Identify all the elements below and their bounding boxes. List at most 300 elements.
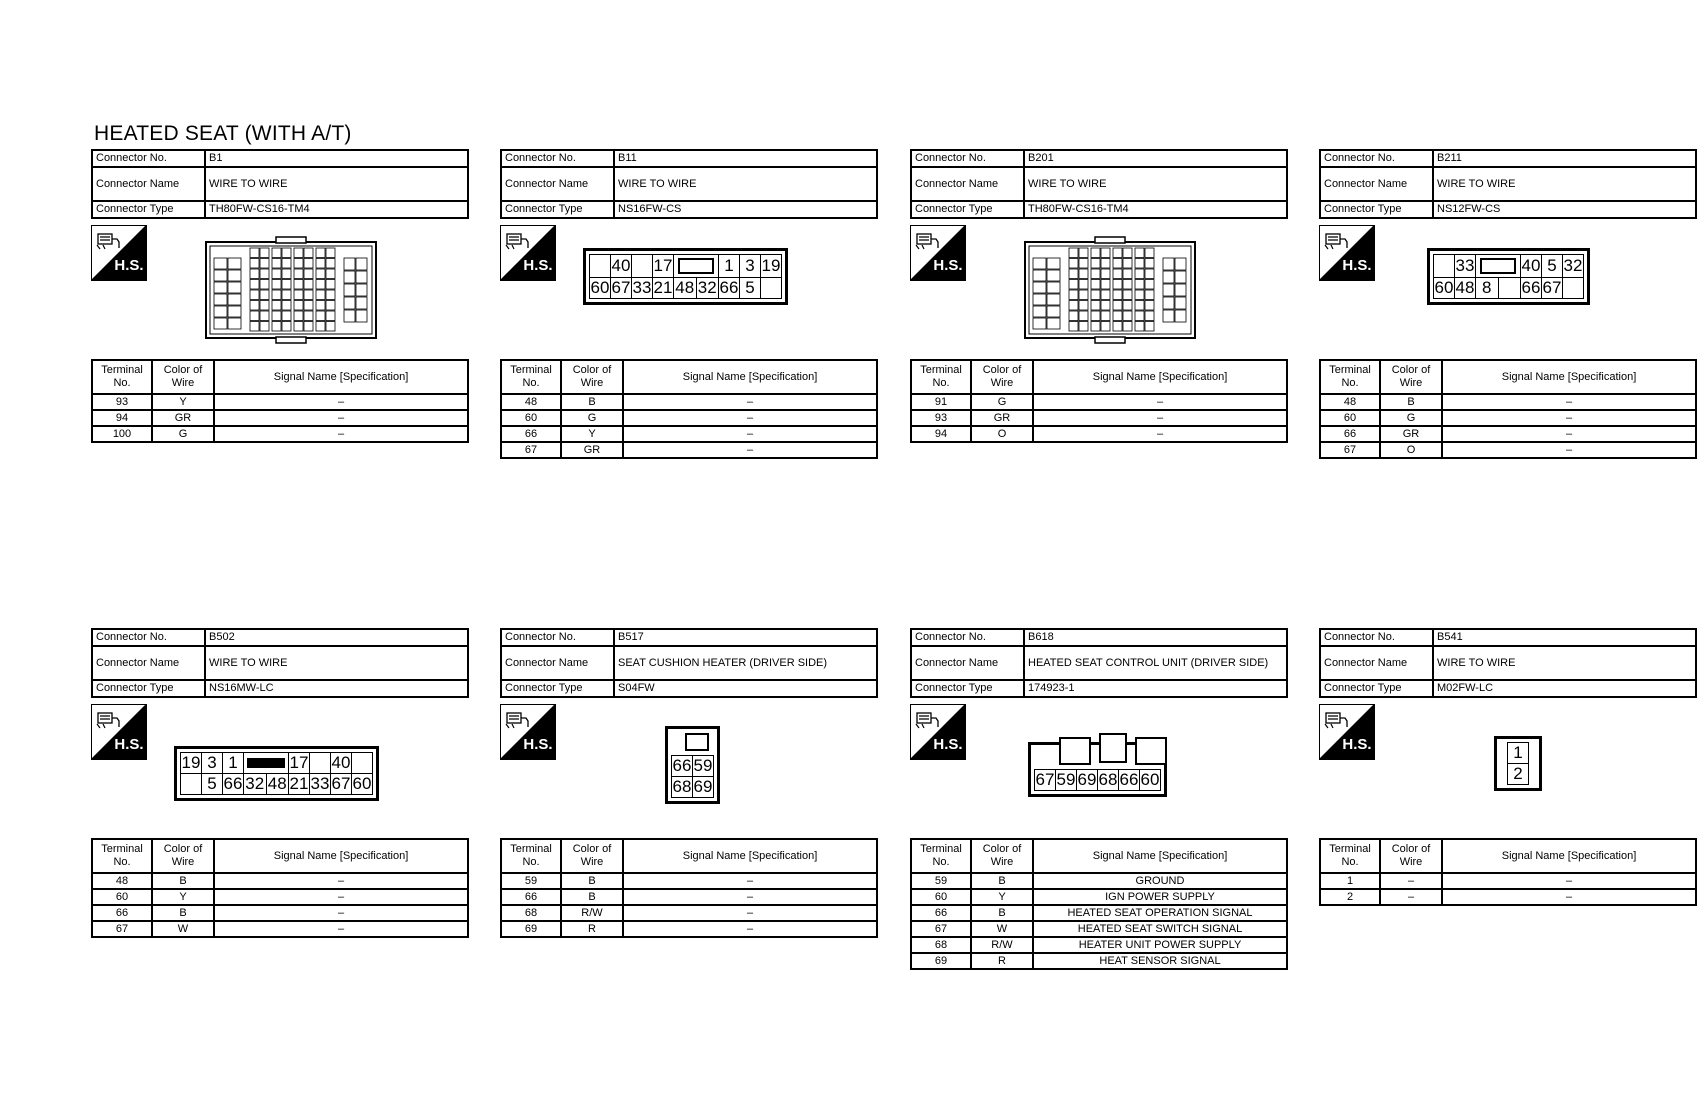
terminal-no-cell: 48 — [1320, 394, 1380, 410]
connector-diagram — [1023, 236, 1197, 349]
connector-type-value: M02FW-LC — [1433, 680, 1696, 697]
connector-picture — [1319, 698, 1697, 838]
svg-text:H.S.: H.S. — [933, 736, 963, 753]
connector-no-value: B502 — [205, 629, 468, 646]
connector-key-block — [244, 753, 289, 774]
signal-name-cell: – — [1033, 410, 1287, 426]
connector-diagram — [204, 236, 378, 349]
pin-cell: 48 — [1455, 278, 1475, 297]
page-title: HEATED SEAT (WITH A/T) — [94, 122, 352, 145]
table-row — [911, 905, 1287, 921]
pin-cell: 66 — [223, 774, 243, 793]
connector-block-b541 — [1319, 628, 1697, 906]
connector-name-label: Connector Name — [92, 167, 205, 201]
table-row — [911, 953, 1287, 969]
pin-cell: 68 — [672, 777, 692, 796]
table-row — [92, 394, 468, 410]
terminal-no-cell: 60 — [1320, 410, 1380, 426]
signal-name-cell: – — [623, 426, 877, 442]
pin-cell: 5 — [1542, 255, 1563, 278]
wire-color-cell: G — [561, 410, 623, 426]
table-row — [92, 873, 468, 889]
pin-cell: 5 — [740, 278, 761, 299]
connector-no-label: Connector No. — [92, 629, 205, 646]
svg-text:H.S.: H.S. — [1342, 736, 1372, 753]
connector-name-value: WIRE TO WIRE — [205, 167, 468, 201]
wire-color-cell: Y — [152, 394, 214, 410]
terminal-no-cell: 67 — [92, 921, 152, 937]
wire-color-cell: GR — [1380, 426, 1442, 442]
connector-name-label: Connector Name — [911, 646, 1024, 680]
signal-name-cell: – — [214, 873, 468, 889]
terminal-no-header: Terminal No. — [911, 360, 971, 394]
connector-type-label: Connector Type — [1320, 201, 1433, 218]
connector-no-value: B211 — [1433, 150, 1696, 167]
connector-diagram — [1028, 742, 1167, 797]
wire-color-cell: – — [1380, 873, 1442, 889]
terminal-no-cell: 60 — [92, 889, 152, 905]
pin-cell — [181, 774, 202, 795]
connector-face-large — [1023, 236, 1197, 344]
terminal-no-cell: 1 — [1320, 873, 1380, 889]
table-row — [1320, 889, 1696, 905]
table-row — [911, 921, 1287, 937]
connector-name-label: Connector Name — [911, 167, 1024, 201]
connector-diagram — [1427, 248, 1590, 305]
signal-name-cell: – — [1442, 426, 1696, 442]
signal-name-cell: – — [214, 426, 468, 442]
terminal-table — [500, 838, 878, 938]
connector-name-value: WIRE TO WIRE — [1433, 167, 1696, 201]
terminal-no-header: Terminal No. — [92, 839, 152, 873]
terminal-no-cell: 91 — [911, 394, 971, 410]
wire-color-cell: R — [971, 953, 1033, 969]
signal-name-cell: – — [623, 905, 877, 921]
terminal-table — [1319, 838, 1697, 906]
pin-cell: 2 — [1508, 764, 1529, 785]
pin-cell: 69 — [1077, 770, 1097, 789]
signal-name-header: Signal Name [Specification] — [1033, 839, 1287, 873]
connector-name-value: HEATED SEAT CONTROL UNIT (DRIVER SIDE) — [1024, 646, 1287, 680]
terminal-table — [910, 359, 1288, 443]
connector-no-label: Connector No. — [911, 629, 1024, 646]
pin-table — [1507, 742, 1529, 785]
connector-type-label: Connector Type — [911, 201, 1024, 218]
terminal-no-cell: 60 — [911, 889, 971, 905]
harness-side-icon — [910, 225, 966, 281]
connector-no-label: Connector No. — [501, 150, 614, 167]
pin-cell: 1 — [719, 255, 740, 278]
connector-picture — [91, 219, 469, 359]
connector-diagram — [1494, 736, 1542, 791]
terminal-no-cell: 93 — [911, 410, 971, 426]
terminal-table — [91, 359, 469, 443]
connector-no-value: B11 — [614, 150, 877, 167]
connector-face-large — [204, 236, 378, 344]
connector-name-value: WIRE TO WIRE — [1433, 646, 1696, 680]
connector-type-value: NS16MW-LC — [205, 680, 468, 697]
signal-name-cell: – — [1033, 394, 1287, 410]
terminal-no-header: Terminal No. — [1320, 839, 1380, 873]
connector-type-label: Connector Type — [501, 201, 614, 218]
connector-no-value: B1 — [205, 150, 468, 167]
wire-color-cell: W — [971, 921, 1033, 937]
wire-color-cell: B — [561, 889, 623, 905]
connector-header-table — [910, 628, 1288, 698]
harness-side-icon — [910, 704, 966, 760]
signal-name-cell: GROUND — [1033, 873, 1287, 889]
color-of-wire-header: Color of Wire — [971, 839, 1033, 873]
connector-block-b517 — [500, 628, 878, 938]
wire-color-cell: B — [1380, 394, 1442, 410]
wire-color-cell: G — [152, 426, 214, 442]
pin-cell: 32 — [1563, 255, 1584, 278]
signal-name-header: Signal Name [Specification] — [623, 360, 877, 394]
wire-color-cell: Y — [971, 889, 1033, 905]
signal-name-cell: HEATER UNIT POWER SUPPLY — [1033, 937, 1287, 953]
connector-no-label: Connector No. — [92, 150, 205, 167]
pin-cell: 59 — [1056, 770, 1076, 789]
connector-type-value: 174923-1 — [1024, 680, 1287, 697]
pin-cell: 66 — [1119, 770, 1139, 789]
table-row — [501, 426, 877, 442]
pin-cell: 40 — [1521, 255, 1542, 278]
color-of-wire-header: Color of Wire — [971, 360, 1033, 394]
signal-name-cell: – — [1442, 889, 1696, 905]
wire-color-cell: GR — [152, 410, 214, 426]
svg-text:H.S.: H.S. — [523, 257, 553, 274]
pin-cell: 67 — [1542, 278, 1562, 297]
wire-color-cell: R/W — [971, 937, 1033, 953]
connector-name-value: SEAT CUSHION HEATER (DRIVER SIDE) — [614, 646, 877, 680]
color-of-wire-header: Color of Wire — [1380, 360, 1442, 394]
terminal-table — [500, 359, 878, 459]
connector-header-table — [500, 628, 878, 698]
wire-color-cell: GR — [971, 410, 1033, 426]
pin-cell: 48 — [675, 278, 695, 297]
connector-name-value: WIRE TO WIRE — [1024, 167, 1287, 201]
color-of-wire-header: Color of Wire — [152, 839, 214, 873]
connector-picture — [91, 698, 469, 838]
pin-cell: 1 — [223, 753, 244, 774]
connector-name-label: Connector Name — [501, 167, 614, 201]
signal-name-header: Signal Name [Specification] — [1442, 360, 1696, 394]
pin-cell: 1 — [1508, 743, 1529, 764]
connector-header-table — [91, 149, 469, 219]
svg-text:H.S.: H.S. — [1342, 257, 1372, 274]
terminal-no-cell: 67 — [911, 921, 971, 937]
connector-type-value: NS16FW-CS — [614, 201, 877, 218]
pin-cell: 19 — [181, 753, 201, 772]
pin-cell: 60 — [590, 278, 610, 297]
connector-header-table — [500, 149, 878, 219]
connector-no-label: Connector No. — [1320, 150, 1433, 167]
pin-cell — [1434, 255, 1455, 278]
signal-name-cell: – — [623, 410, 877, 426]
pin-cell: 33 — [632, 278, 652, 297]
connector-no-value: B201 — [1024, 150, 1287, 167]
table-row — [92, 889, 468, 905]
pin-cell: 60 — [352, 774, 372, 793]
terminal-no-cell: 66 — [501, 889, 561, 905]
table-row — [911, 937, 1287, 953]
pin-table — [1034, 769, 1161, 791]
connector-type-label: Connector Type — [1320, 680, 1433, 697]
table-row — [1320, 873, 1696, 889]
connector-header-table — [1319, 628, 1697, 698]
table-row — [911, 394, 1287, 410]
wire-color-cell: Y — [561, 426, 623, 442]
signal-name-cell: IGN POWER SUPPLY — [1033, 889, 1287, 905]
connector-type-value: TH80FW-CS16-TM4 — [1024, 201, 1287, 218]
table-row — [911, 873, 1287, 889]
terminal-no-cell: 60 — [501, 410, 561, 426]
connector-name-value: WIRE TO WIRE — [614, 167, 877, 201]
svg-text:H.S.: H.S. — [114, 736, 144, 753]
pin-cell: 5 — [202, 774, 223, 795]
pin-cell: 33 — [1455, 255, 1476, 278]
terminal-no-cell: 69 — [911, 953, 971, 969]
wire-color-cell: R/W — [561, 905, 623, 921]
signal-name-header: Signal Name [Specification] — [623, 839, 877, 873]
pin-cell: 40 — [331, 753, 351, 772]
terminal-no-cell: 48 — [92, 873, 152, 889]
signal-name-cell: – — [1442, 394, 1696, 410]
pin-cell: 67 — [1035, 770, 1055, 789]
pin-cell — [590, 255, 611, 278]
signal-name-cell: – — [623, 889, 877, 905]
signal-name-cell: – — [623, 873, 877, 889]
connector-header-table — [91, 628, 469, 698]
table-row — [92, 410, 468, 426]
signal-name-cell: – — [1442, 873, 1696, 889]
pin-cell: 21 — [289, 774, 309, 793]
connector-diagram — [665, 726, 720, 804]
signal-name-cell: HEATED SEAT OPERATION SIGNAL — [1033, 905, 1287, 921]
terminal-no-cell: 2 — [1320, 889, 1380, 905]
wire-color-cell: B — [561, 873, 623, 889]
pin-cell — [352, 753, 373, 774]
connector-block-b201 — [910, 149, 1288, 443]
signal-name-cell: – — [623, 394, 877, 410]
connector-picture — [1319, 219, 1697, 359]
table-row — [911, 410, 1287, 426]
terminal-no-header: Terminal No. — [501, 360, 561, 394]
connector-type-value: S04FW — [614, 680, 877, 697]
connector-header-table — [910, 149, 1288, 219]
table-row — [501, 442, 877, 458]
connector-picture — [910, 219, 1288, 359]
table-row — [501, 905, 877, 921]
harness-side-icon — [1319, 704, 1375, 760]
pin-cell — [310, 753, 331, 774]
pin-cell: 3 — [202, 753, 223, 774]
terminal-no-header: Terminal No. — [501, 839, 561, 873]
signal-name-cell: – — [1442, 442, 1696, 458]
wire-color-cell: O — [1380, 442, 1442, 458]
harness-side-icon — [1319, 225, 1375, 281]
pin-table — [671, 755, 714, 798]
pin-cell: 17 — [653, 255, 674, 278]
pin-cell — [761, 278, 782, 299]
connector-block-b11 — [500, 149, 878, 459]
color-of-wire-header: Color of Wire — [1380, 839, 1442, 873]
svg-text:H.S.: H.S. — [114, 257, 144, 274]
pin-cell: 68 — [1098, 770, 1118, 789]
table-row — [1320, 410, 1696, 426]
signal-name-cell: – — [214, 889, 468, 905]
pin-cell: 66 — [1521, 278, 1541, 297]
pin-cell: 21 — [653, 278, 673, 297]
pin-cell: 69 — [693, 777, 713, 796]
terminal-no-cell: 48 — [501, 394, 561, 410]
pin-cell — [1563, 278, 1584, 299]
connector-diagram — [583, 248, 788, 305]
pin-cell: 66 — [719, 278, 739, 297]
wire-color-cell: G — [971, 394, 1033, 410]
connector-type-label: Connector Type — [501, 680, 614, 697]
connector-no-label: Connector No. — [501, 629, 614, 646]
terminal-table — [910, 838, 1288, 970]
pin-cell: 67 — [611, 278, 631, 297]
signal-name-cell: – — [1442, 410, 1696, 426]
terminal-no-cell: 66 — [911, 905, 971, 921]
connector-picture — [910, 698, 1288, 838]
table-row — [92, 921, 468, 937]
terminal-no-cell: 66 — [1320, 426, 1380, 442]
table-row — [1320, 442, 1696, 458]
terminal-no-cell: 59 — [501, 873, 561, 889]
connector-name-label: Connector Name — [92, 646, 205, 680]
terminal-no-cell: 94 — [911, 426, 971, 442]
wire-color-cell: B — [971, 873, 1033, 889]
wire-color-cell: B — [561, 394, 623, 410]
pin-cell: 40 — [611, 255, 632, 278]
wire-color-cell: B — [152, 873, 214, 889]
signal-name-cell: – — [214, 921, 468, 937]
pin-cell: 8 — [1476, 278, 1499, 299]
wire-color-cell: Y — [152, 889, 214, 905]
connector-block-b502 — [91, 628, 469, 938]
connector-name-label: Connector Name — [1320, 167, 1433, 201]
connector-block-b1 — [91, 149, 469, 443]
pin-cell: 66 — [672, 756, 692, 775]
table-row — [501, 873, 877, 889]
pin-cell: 19 — [761, 255, 782, 278]
connector-type-label: Connector Type — [92, 201, 205, 218]
color-of-wire-header: Color of Wire — [561, 360, 623, 394]
connector-diagram — [174, 746, 379, 801]
table-row — [501, 410, 877, 426]
connector-name-label: Connector Name — [501, 646, 614, 680]
pin-cell: 33 — [310, 774, 330, 793]
pin-cell: 17 — [289, 753, 309, 772]
pin-table — [180, 752, 373, 795]
pin-cell: 60 — [1140, 770, 1160, 789]
terminal-no-cell: 68 — [501, 905, 561, 921]
terminal-no-cell: 59 — [911, 873, 971, 889]
pin-cell — [632, 255, 653, 278]
wire-color-cell: R — [561, 921, 623, 937]
signal-name-cell: HEATED SEAT SWITCH SIGNAL — [1033, 921, 1287, 937]
terminal-no-cell: 69 — [501, 921, 561, 937]
connector-header-table — [1319, 149, 1697, 219]
signal-name-cell: – — [214, 394, 468, 410]
harness-side-icon — [500, 704, 556, 760]
connector-no-value: B517 — [614, 629, 877, 646]
connector-type-label: Connector Type — [92, 680, 205, 697]
wire-color-cell: GR — [561, 442, 623, 458]
signal-name-header: Signal Name [Specification] — [1442, 839, 1696, 873]
signal-name-cell: – — [214, 410, 468, 426]
table-row — [911, 889, 1287, 905]
terminal-no-cell: 68 — [911, 937, 971, 953]
terminal-no-cell: 93 — [92, 394, 152, 410]
signal-name-cell: – — [623, 921, 877, 937]
table-row — [911, 426, 1287, 442]
signal-name-cell: – — [623, 442, 877, 458]
wire-color-cell: B — [152, 905, 214, 921]
wire-color-cell: O — [971, 426, 1033, 442]
table-row — [501, 921, 877, 937]
terminal-table — [1319, 359, 1697, 459]
terminal-no-cell: 94 — [92, 410, 152, 426]
connector-name-label: Connector Name — [1320, 646, 1433, 680]
terminal-no-cell: 66 — [92, 905, 152, 921]
signal-name-header: Signal Name [Specification] — [214, 839, 468, 873]
color-of-wire-header: Color of Wire — [561, 839, 623, 873]
table-row — [1320, 426, 1696, 442]
harness-side-icon — [500, 225, 556, 281]
harness-side-icon — [91, 704, 147, 760]
terminal-no-header: Terminal No. — [1320, 360, 1380, 394]
pin-cell: 32 — [245, 774, 265, 793]
pin-cell: 3 — [740, 255, 761, 278]
connector-type-value: TH80FW-CS16-TM4 — [205, 201, 468, 218]
signal-name-cell: – — [1033, 426, 1287, 442]
svg-text:H.S.: H.S. — [523, 736, 553, 753]
signal-name-cell: – — [214, 905, 468, 921]
connector-name-value: WIRE TO WIRE — [205, 646, 468, 680]
pin-cell: 48 — [267, 774, 287, 793]
terminal-no-cell: 67 — [501, 442, 561, 458]
connector-key-slot — [674, 255, 719, 278]
connector-no-value: B618 — [1024, 629, 1287, 646]
table-row — [501, 889, 877, 905]
pin-cell: 60 — [1434, 278, 1454, 297]
connector-key-slot — [1476, 255, 1521, 278]
terminal-no-header: Terminal No. — [92, 360, 152, 394]
connector-block-b618 — [910, 628, 1288, 970]
connector-type-label: Connector Type — [911, 680, 1024, 697]
table-row — [1320, 394, 1696, 410]
color-of-wire-header: Color of Wire — [152, 360, 214, 394]
harness-side-icon — [91, 225, 147, 281]
signal-name-header: Signal Name [Specification] — [214, 360, 468, 394]
wire-color-cell: W — [152, 921, 214, 937]
pin-cell: 32 — [697, 278, 717, 297]
connector-picture — [500, 219, 878, 359]
connector-no-label: Connector No. — [1320, 629, 1433, 646]
wire-color-cell: G — [1380, 410, 1442, 426]
terminal-no-header: Terminal No. — [911, 839, 971, 873]
signal-name-cell: HEAT SENSOR SIGNAL — [1033, 953, 1287, 969]
terminal-no-cell: 67 — [1320, 442, 1380, 458]
pin-cell: 59 — [693, 756, 713, 775]
svg-text:H.S.: H.S. — [933, 257, 963, 274]
terminal-table — [91, 838, 469, 938]
terminal-no-cell: 100 — [92, 426, 152, 442]
